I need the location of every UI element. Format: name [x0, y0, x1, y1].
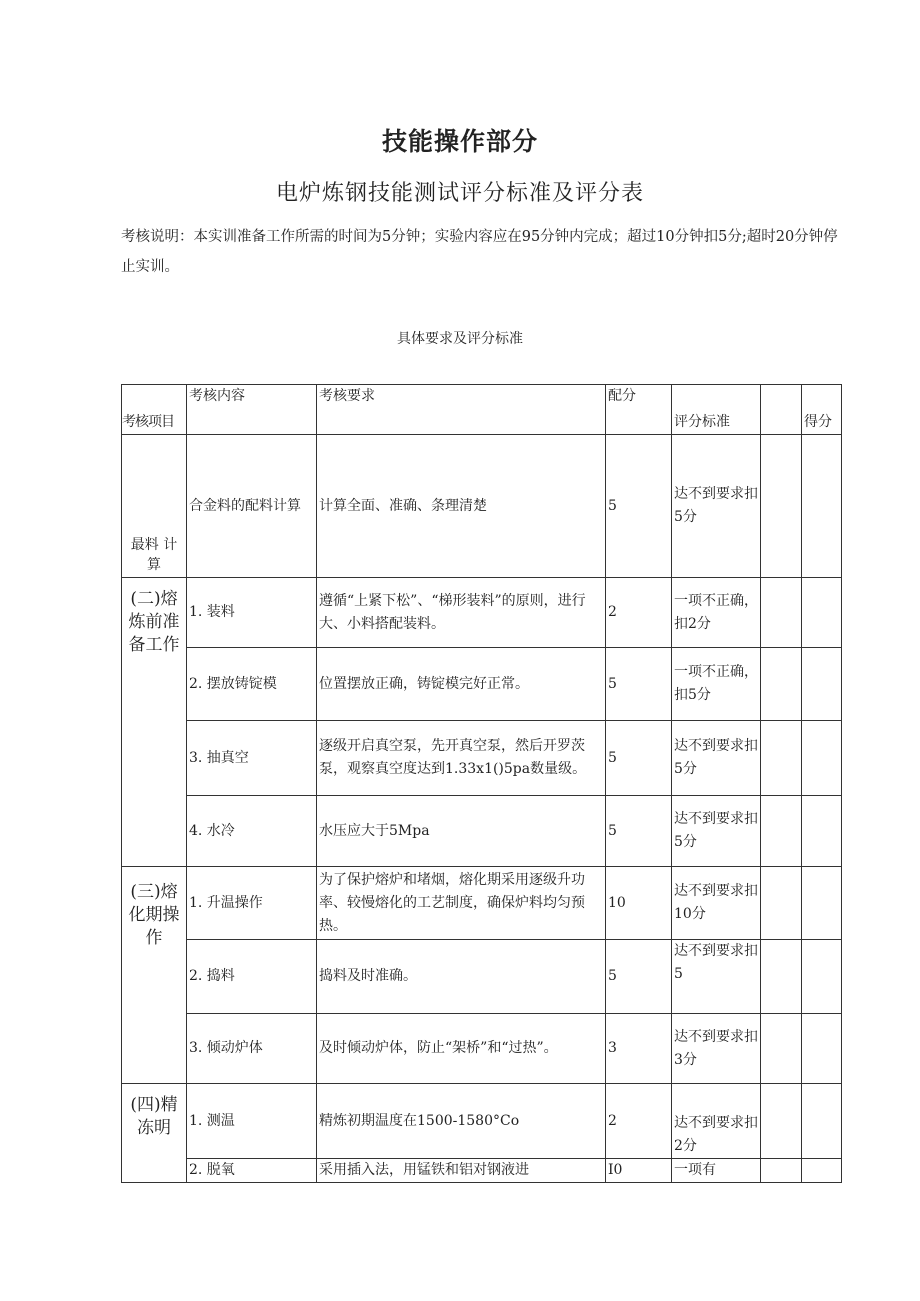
- row-standard: 达不到要求扣5分: [672, 721, 761, 796]
- row-points: 10: [606, 867, 672, 940]
- header-standard: 评分标准: [672, 385, 761, 435]
- row-score: [802, 867, 842, 940]
- table-row: [122, 796, 842, 867]
- section-label-2: (二)熔炼前准备工作: [122, 578, 187, 867]
- row-blank: [761, 796, 802, 867]
- row-content: 4. 水冷: [187, 796, 317, 867]
- row-content: 2. 捣料: [187, 940, 317, 1014]
- row-points: 5: [606, 940, 672, 1014]
- row-content: 3. 倾动炉体: [187, 1014, 317, 1084]
- row-points: I0: [606, 1159, 672, 1183]
- row-requirement: 采用插入法，用锰铁和铝对钢液进: [317, 1159, 606, 1183]
- row-blank: [761, 648, 802, 721]
- row-score: [802, 1084, 842, 1159]
- row-blank: [761, 1084, 802, 1159]
- row-content: 合金料的配料计算: [187, 435, 317, 578]
- section-label-3: (三)熔化期操作: [122, 867, 187, 1084]
- row-blank: [761, 1159, 802, 1183]
- row-requirement: 精炼初期温度在1500-1580°Co: [317, 1084, 606, 1159]
- table-row: [122, 940, 842, 1014]
- row-score: [802, 578, 842, 648]
- row-content: 1. 升温操作: [187, 867, 317, 940]
- table-row: [122, 578, 842, 648]
- table-row: [122, 1159, 842, 1183]
- row-score: [802, 796, 842, 867]
- row-requirement: 水压应大于5Mpa: [317, 796, 606, 867]
- row-score: [802, 648, 842, 721]
- table-row: [122, 721, 842, 796]
- row-content: 2. 摆放铸锭模: [187, 648, 317, 721]
- row-points: 5: [606, 648, 672, 721]
- section-label-4: (四)精冻明: [122, 1084, 187, 1183]
- table-row: [122, 1084, 842, 1159]
- row-content: 2. 脱氧: [187, 1159, 317, 1183]
- row-standard: 达不到要求扣2分: [672, 1084, 761, 1159]
- exam-note: 考核说明：本实训准备工作所需的时间为5分钟；实验内容应在95分钟内完成；超过10分钟扣5分;超时20分钟停止实训。: [121, 229, 838, 275]
- row-standard: 达不到要求扣5: [672, 940, 761, 1014]
- row-score: [802, 940, 842, 1014]
- row-score: [802, 435, 842, 578]
- row-standard: 达不到要求扣3分: [672, 1014, 761, 1084]
- row-blank: [761, 721, 802, 796]
- table-row: [122, 435, 842, 578]
- row-content: 1. 装料: [187, 578, 317, 648]
- row-blank: [761, 578, 802, 648]
- row-requirement: 为了保护熔炉和堵烟，熔化期采用逐级升功率、较慢熔化的工艺制度，确保炉料均匀预热。: [317, 867, 606, 940]
- header-blank: [761, 385, 802, 435]
- header-requirement: 考核要求: [317, 385, 606, 435]
- row-points: 2: [606, 1084, 672, 1159]
- row-requirement: 遵循“上紧下松”、“梯形装料”的原则，进行大、小料搭配装料。: [317, 578, 606, 648]
- row-standard: 达不到要求扣5分: [672, 435, 761, 578]
- table-row: [122, 648, 842, 721]
- table-row: [122, 1014, 842, 1084]
- row-requirement: 位置摆放正确，铸锭模完好正常。: [317, 648, 606, 721]
- row-requirement: 逐级开启真空泵，先开真空泵，然后开罗茨泵，观察真空度达到1.33x1()5pa数量级。: [317, 721, 606, 796]
- row-requirement: 计算全面、准确、条理清楚: [317, 435, 606, 578]
- row-content: 1. 测温: [187, 1084, 317, 1159]
- table-title: 具体要求及评分标准: [397, 331, 523, 347]
- row-standard: 达不到要求扣5分: [672, 796, 761, 867]
- table-row: [122, 867, 842, 940]
- page-subheading: 电炉炼钢技能测试评分标准及评分表: [275, 181, 644, 206]
- row-content: 3. 抽真空: [187, 721, 317, 796]
- row-standard: 一项有: [672, 1159, 761, 1183]
- row-score: [802, 721, 842, 796]
- row-blank: [761, 435, 802, 578]
- header-score: 得分: [802, 385, 842, 435]
- row-points: 5: [606, 435, 672, 578]
- section-label-1: 最料 计算: [122, 435, 187, 578]
- scoring-table: [121, 384, 842, 1183]
- row-standard: 一项不正确，扣2分: [672, 578, 761, 648]
- row-score: [802, 1159, 842, 1183]
- row-requirement: 及时倾动炉体，防止“架桥”和“过热”。: [317, 1014, 606, 1084]
- row-points: 5: [606, 796, 672, 867]
- row-points: 5: [606, 721, 672, 796]
- row-requirement: 捣料及时准确。: [317, 940, 606, 1014]
- header-points: 配分: [606, 385, 672, 435]
- row-points: 3: [606, 1014, 672, 1084]
- row-blank: [761, 1014, 802, 1084]
- row-blank: [761, 940, 802, 1014]
- row-standard: 达不到要求扣10分: [672, 867, 761, 940]
- table-header-row: [122, 385, 842, 435]
- row-blank: [761, 867, 802, 940]
- row-standard: 一项不正确，扣5分: [672, 648, 761, 721]
- header-item: 考核项目: [122, 385, 187, 435]
- page-heading: 技能操作部分: [381, 127, 538, 156]
- header-content: 考核内容: [187, 385, 317, 435]
- row-score: [802, 1014, 842, 1084]
- row-points: 2: [606, 578, 672, 648]
